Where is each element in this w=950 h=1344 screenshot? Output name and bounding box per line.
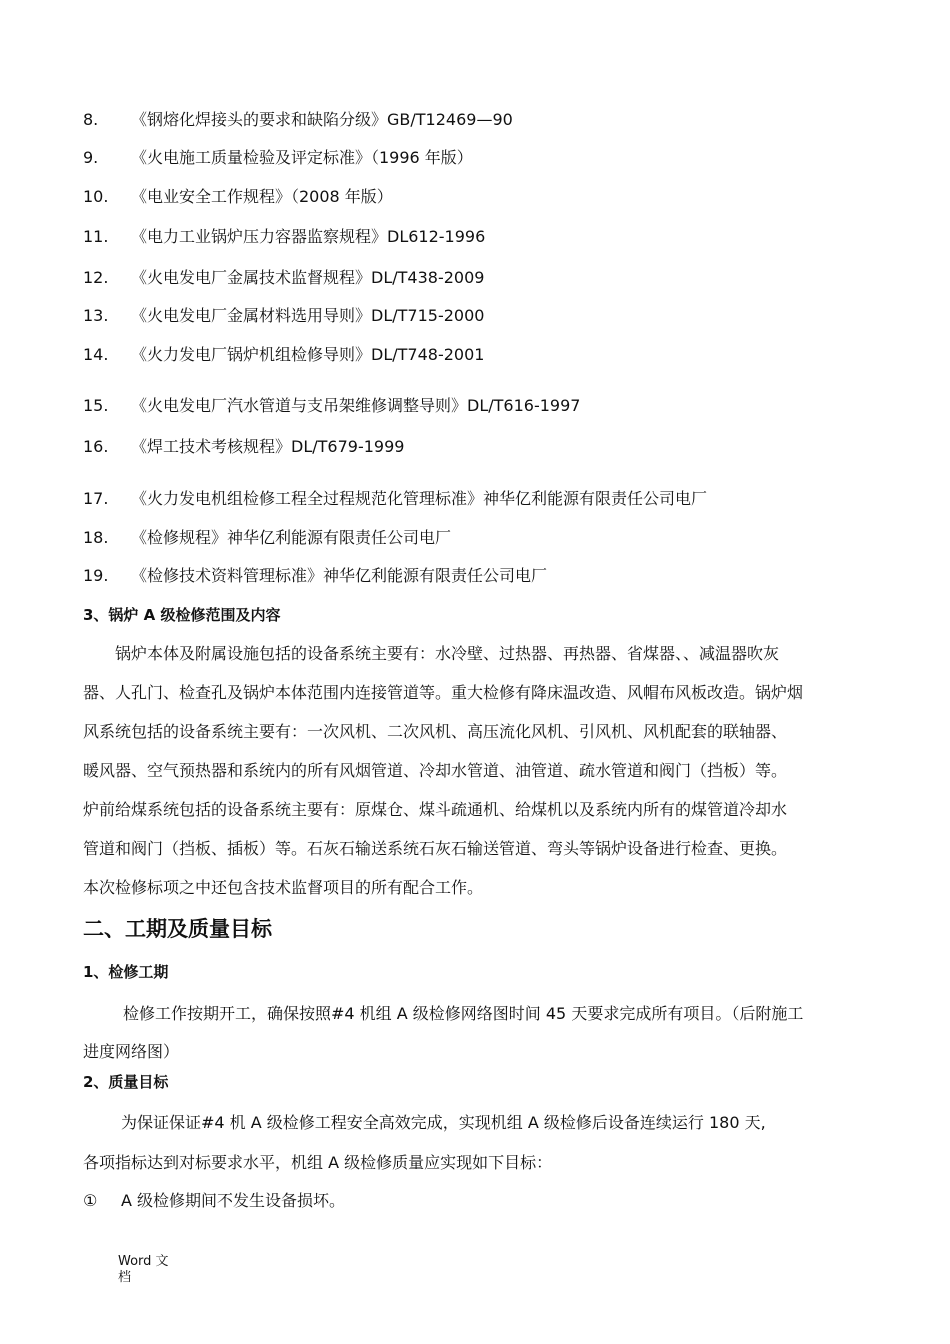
reference-text: 《火力发电机组检修工程全过程规范化管理标准》神华亿利能源有限责任公司电厂 bbox=[131, 489, 708, 508]
reference-number: 18. bbox=[83, 528, 109, 547]
paragraph-line: 风系统包括的设备系统主要有：一次风机、二次风机、高压流化风机、引风机、风机配套的联轴器、 bbox=[83, 722, 788, 741]
section-heading-schedule: 1、检修工期 bbox=[83, 963, 169, 981]
paragraph-line: 为保证保证#4 机 A 级检修工程安全高效完成，实现机组 A 级检修后设备连续运行 180 天, bbox=[121, 1113, 766, 1132]
reference-number: 10. bbox=[83, 187, 109, 206]
reference-item-9 bbox=[83, 148, 473, 168]
reference-number: 16. bbox=[83, 437, 109, 456]
reference-number: 12. bbox=[83, 268, 109, 287]
reference-item-13 bbox=[83, 306, 484, 326]
reference-item-8 bbox=[83, 110, 513, 130]
reference-number: 19. bbox=[83, 566, 109, 585]
section-heading-scope: 3、锅炉 A 级检修范围及内容 bbox=[83, 606, 281, 624]
circled-number-marker: ① bbox=[83, 1191, 98, 1210]
reference-text: 《火电发电厂汽水管道与支吊架维修调整导则》DL/T616-1997 bbox=[131, 396, 581, 415]
reference-item-11 bbox=[83, 227, 485, 247]
reference-text: 《检修规程》神华亿利能源有限责任公司电厂 bbox=[131, 528, 452, 547]
reference-text: 《火电发电厂金属技术监督规程》DL/T438-2009 bbox=[131, 268, 485, 287]
reference-item-17 bbox=[83, 489, 707, 509]
reference-number: 9. bbox=[83, 148, 99, 167]
footer-line: 档 bbox=[118, 1270, 132, 1285]
reference-item-14 bbox=[83, 345, 484, 365]
paragraph-line: 管道和阀门（挡板、插板）等。石灰石输送系统石灰石输送管道、弯头等锅炉设备进行检查、更换。 bbox=[83, 839, 788, 858]
paragraph-line: 锅炉本体及附属设施包括的设备系统主要有：水冷壁、过热器、再热器、省煤器、、减温器吹灰 bbox=[115, 644, 780, 663]
reference-number: 8. bbox=[83, 110, 99, 129]
reference-item-19 bbox=[83, 566, 547, 586]
reference-item-18 bbox=[83, 528, 451, 548]
reference-number: 15. bbox=[83, 396, 109, 415]
reference-item-10 bbox=[83, 187, 393, 207]
paragraph-line: 各项指标达到对标要求水平，机组 A 级检修质量应实现如下目标： bbox=[83, 1153, 553, 1172]
page-footer bbox=[118, 1254, 178, 1286]
reference-text: 《钢熔化焊接头的要求和缺陷分级》GB/T12469—90 bbox=[131, 110, 513, 129]
reference-text: 《火电发电厂金属材料选用导则》DL/T715-2000 bbox=[131, 306, 485, 325]
reference-number: 14. bbox=[83, 345, 109, 364]
section-heading-quality: 2、质量目标 bbox=[83, 1073, 169, 1091]
paragraph-line: 暖风器、空气预热器和系统内的所有风烟管道、冷却水管道、油管道、疏水管道和阀门（挡板）等。 bbox=[83, 761, 788, 780]
paragraph-line: 器、人孔门、检查孔及锅炉本体范围内连接管道等。重大检修有降床温改造、风帽布风板改造。锅炉烟 bbox=[83, 683, 804, 702]
reference-item-15 bbox=[83, 396, 580, 416]
reference-text: 《电力工业锅炉压力容器监察规程》DL612-1996 bbox=[131, 227, 486, 246]
chapter-heading: 二、工期及质量目标 bbox=[83, 917, 272, 941]
reference-number: 11. bbox=[83, 227, 109, 246]
goal-text: A 级检修期间不发生设备损坏。 bbox=[121, 1191, 346, 1210]
reference-text: 《焊工技术考核规程》DL/T679-1999 bbox=[131, 437, 405, 456]
reference-text: 《电业安全工作规程》（2008 年版） bbox=[131, 187, 393, 206]
paragraph-line: 检修工作按期开工，确保按照#4 机组 A 级检修网络图时间 45 天要求完成所有项目。（后附施工 bbox=[123, 1004, 804, 1023]
reference-text: 《火电施工质量检验及评定标准》（1996 年版） bbox=[131, 148, 473, 167]
reference-number: 13. bbox=[83, 306, 109, 325]
reference-text: 《检修技术资料管理标准》神华亿利能源有限责任公司电厂 bbox=[131, 566, 548, 585]
paragraph-line: 炉前给煤系统包括的设备系统主要有：原煤仓、煤斗疏通机、给煤机以及系统内所有的煤管道冷却水 bbox=[83, 800, 788, 819]
reference-text: 《火力发电厂锅炉机组检修导则》DL/T748-2001 bbox=[131, 345, 485, 364]
reference-number: 17. bbox=[83, 489, 109, 508]
paragraph-line: 进度网络图） bbox=[83, 1042, 180, 1061]
paragraph-line: 本次检修标项之中还包含技术监督项目的所有配合工作。 bbox=[83, 878, 484, 897]
reference-item-12 bbox=[83, 268, 484, 288]
quality-goal-item bbox=[83, 1191, 345, 1211]
reference-item-16 bbox=[83, 437, 404, 457]
footer-line: Word 文 bbox=[118, 1254, 169, 1269]
